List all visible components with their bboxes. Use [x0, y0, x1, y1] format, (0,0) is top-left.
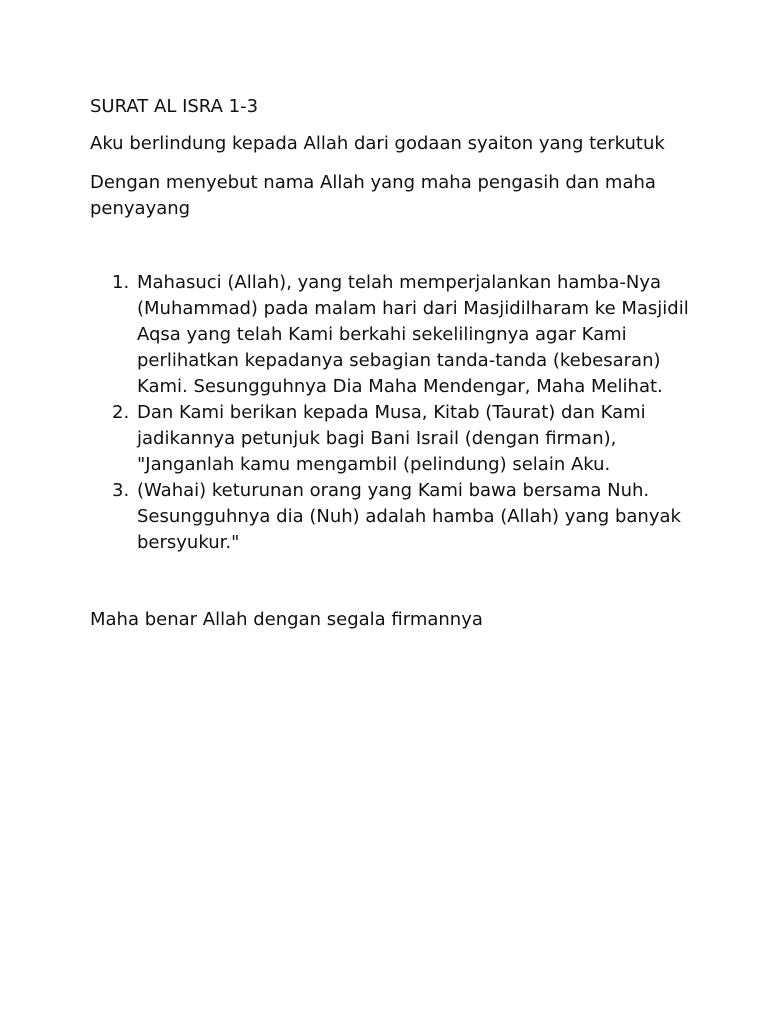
verse-item [90, 478, 690, 556]
verse-text: (Wahai) keturunan orang yang Kami bawa bersama Nuh. Sesungguhnya dia (Nuh) adalah hamba (Allah) yang banyak bersyukur." [137, 480, 681, 553]
document-title: SURAT AL ISRA 1-3 [90, 96, 259, 117]
verse-number: 3. [112, 480, 130, 501]
verse-text: Mahasuci (Allah), yang telah memperjalankan hamba-Nya (Muhammad) pada malam hari dari Masjidilharam ke Masjidil Aqsa yang telah Kami berkahi sekelilingnya agar Kami perlihatkan kepadanya sebagian tanda-tanda (kebesaran) Kami. Sesungguhnya Dia Maha Mendengar, Maha Melihat. [137, 272, 689, 397]
verse-list [90, 270, 690, 556]
verse-number: 1. [112, 272, 130, 293]
verse-item [90, 270, 690, 400]
verse-item [90, 400, 690, 478]
closing-paragraph: Maha benar Allah dengan segala firmannya [90, 609, 483, 630]
opening-paragraph-taawudz: Aku berlindung kepada Allah dari godaan syaiton yang terkutuk [90, 133, 665, 154]
verse-number: 2. [112, 402, 130, 423]
opening-paragraph-basmalah: Dengan menyebut nama Allah yang maha pengasih dan maha penyayang [90, 172, 656, 219]
verse-text: Dan Kami berikan kepada Musa, Kitab (Taurat) dan Kami jadikannya petunjuk bagi Bani Israil (dengan firman), "Janganlah kamu mengambil (pelindung) selain Aku. [137, 402, 646, 475]
